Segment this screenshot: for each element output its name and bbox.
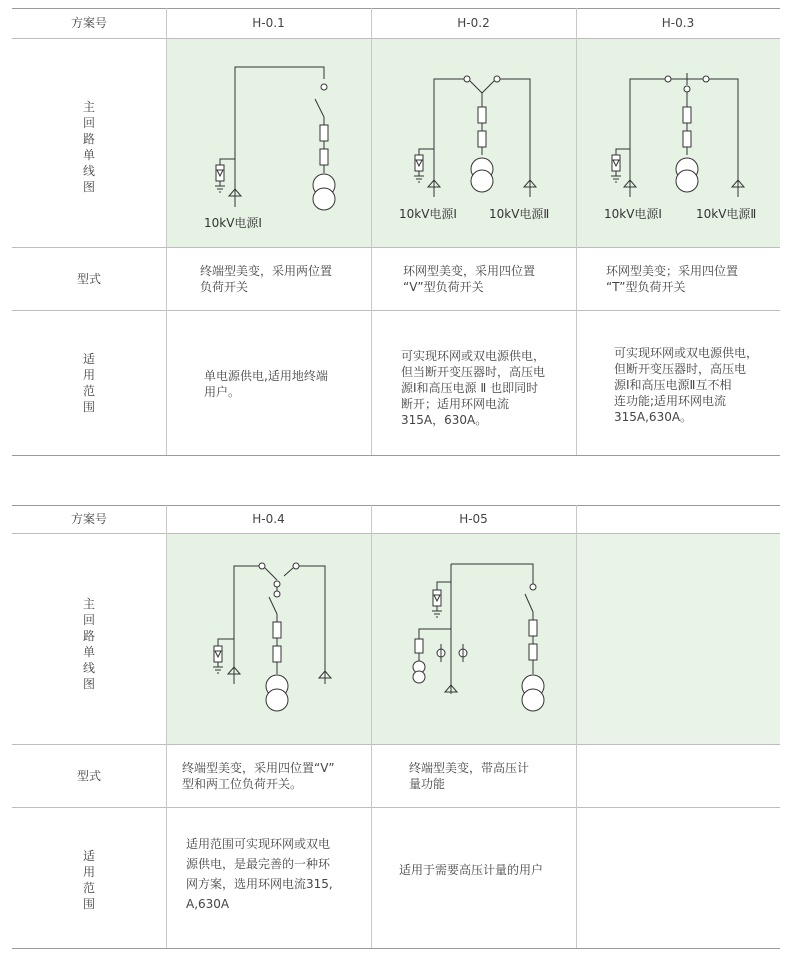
scope-text: 源Ⅰ和高压电源 Ⅱ 也即同时 (401, 381, 539, 395)
scheme-table-2 (12, 505, 780, 950)
diagram-cell-h02 (371, 39, 576, 247)
type-text: 终端型美变，采用两位置 (200, 264, 333, 278)
scheme-id-h03: H-0.3 (661, 16, 695, 30)
type-cell-empty (576, 745, 780, 807)
type-row (12, 248, 780, 310)
diagram-cell-h04 (166, 534, 371, 744)
scope-text: 315A,630A。 (614, 410, 693, 424)
single-line-diagram-h01 (166, 39, 371, 247)
type-text: “T”型负荷开关 (606, 280, 686, 294)
type-text: 型和两工位负荷开关。 (182, 777, 303, 791)
type-text: 终端型美变，采用四位置“V” (182, 761, 335, 775)
single-line-diagram-h04 (166, 534, 371, 744)
scope-text: 源Ⅰ和高压电源Ⅱ互不相 (614, 378, 732, 392)
diagram-row (12, 39, 780, 247)
header-label: 方案号 (70, 16, 107, 30)
type-text: 量功能 (409, 777, 446, 791)
type-text: 负荷开关 (200, 280, 249, 294)
scope-text: A,630A (186, 897, 230, 911)
scope-row (12, 808, 780, 948)
diagram-cell-h05 (371, 534, 576, 744)
type-text: 环网型美变，采用四位置 (403, 264, 536, 278)
row-label-type: 型式 (76, 272, 101, 286)
scope-cell-h01 (166, 311, 371, 455)
scope-cell-h03 (576, 311, 780, 455)
scope-cell-empty (576, 808, 780, 948)
scope-cell-h05 (371, 808, 576, 948)
source-label-1: 10kV电源Ⅰ (399, 207, 457, 221)
header-row (12, 505, 780, 533)
scope-text: 源供电，是最完善的一种环 (186, 857, 331, 871)
type-cell-h05 (371, 745, 576, 807)
scope-row (12, 311, 780, 455)
scope-text: 适用范围可实现环网或双电 (186, 837, 331, 851)
diagram-cell-empty (576, 534, 780, 744)
source-label-1: 10kV电源Ⅰ (604, 207, 662, 221)
row-label-scope: 适用范围 (82, 849, 95, 911)
scheme-id-h05: H-05 (459, 512, 488, 526)
scheme-id-h02: H-0.2 (457, 16, 490, 30)
type-text: 环网型美变；采用四位置 (606, 264, 739, 278)
scope-cell-h02 (371, 311, 576, 455)
type-cell-h03 (576, 248, 780, 310)
scope-text: 断开；适用环网电流 (401, 397, 510, 411)
source-label-2: 10kV电源Ⅱ (696, 207, 757, 221)
row-label-diagram: 主回路单线图 (82, 100, 95, 194)
type-text: 终端型美变，带高压计 (409, 761, 530, 775)
scope-text: 单电源供电,适用地终端 (204, 369, 328, 383)
diagram-row (12, 534, 780, 744)
header-row (12, 8, 780, 38)
scope-text: 可实现环网或双电源供电， (614, 346, 759, 360)
scope-text: 但断开变压器时，高压电 (614, 362, 747, 376)
row-label-type: 型式 (76, 769, 101, 783)
scope-cell-h04 (166, 808, 371, 948)
scheme-id-h01: H-0.1 (252, 16, 285, 30)
type-cell-h04 (166, 745, 371, 807)
scope-text: 适用于需要高压计量的用户 (399, 863, 544, 877)
single-line-diagram-h05 (371, 534, 576, 744)
row-label-diagram: 主回路单线图 (82, 597, 95, 691)
scheme-id-h04: H-0.4 (252, 512, 285, 526)
row-label-scope: 适用范围 (82, 352, 95, 414)
type-row (12, 745, 780, 807)
header-label: 方案号 (70, 512, 107, 526)
scope-text: 315A，630A。 (401, 413, 488, 427)
scope-text: 可实现环网或双电源供电， (401, 349, 546, 363)
type-text: “V”型负荷开关 (403, 280, 484, 294)
type-cell-h01 (166, 248, 371, 310)
diagram-cell-h03 (576, 39, 780, 247)
source-label-2: 10kV电源Ⅱ (489, 207, 550, 221)
scope-text: 连功能;适用环网电流 (614, 394, 727, 408)
scope-text: 用户。 (204, 385, 241, 399)
scheme-table-1 (12, 8, 780, 456)
source-label-1: 10kV电源Ⅰ (204, 216, 262, 230)
scope-text: 但当断开变压器时，高压电 (401, 365, 546, 379)
diagram-cell-h01 (166, 39, 371, 247)
scope-text: 网方案，选用环网电流315, (186, 877, 333, 891)
type-cell-h02 (371, 248, 576, 310)
